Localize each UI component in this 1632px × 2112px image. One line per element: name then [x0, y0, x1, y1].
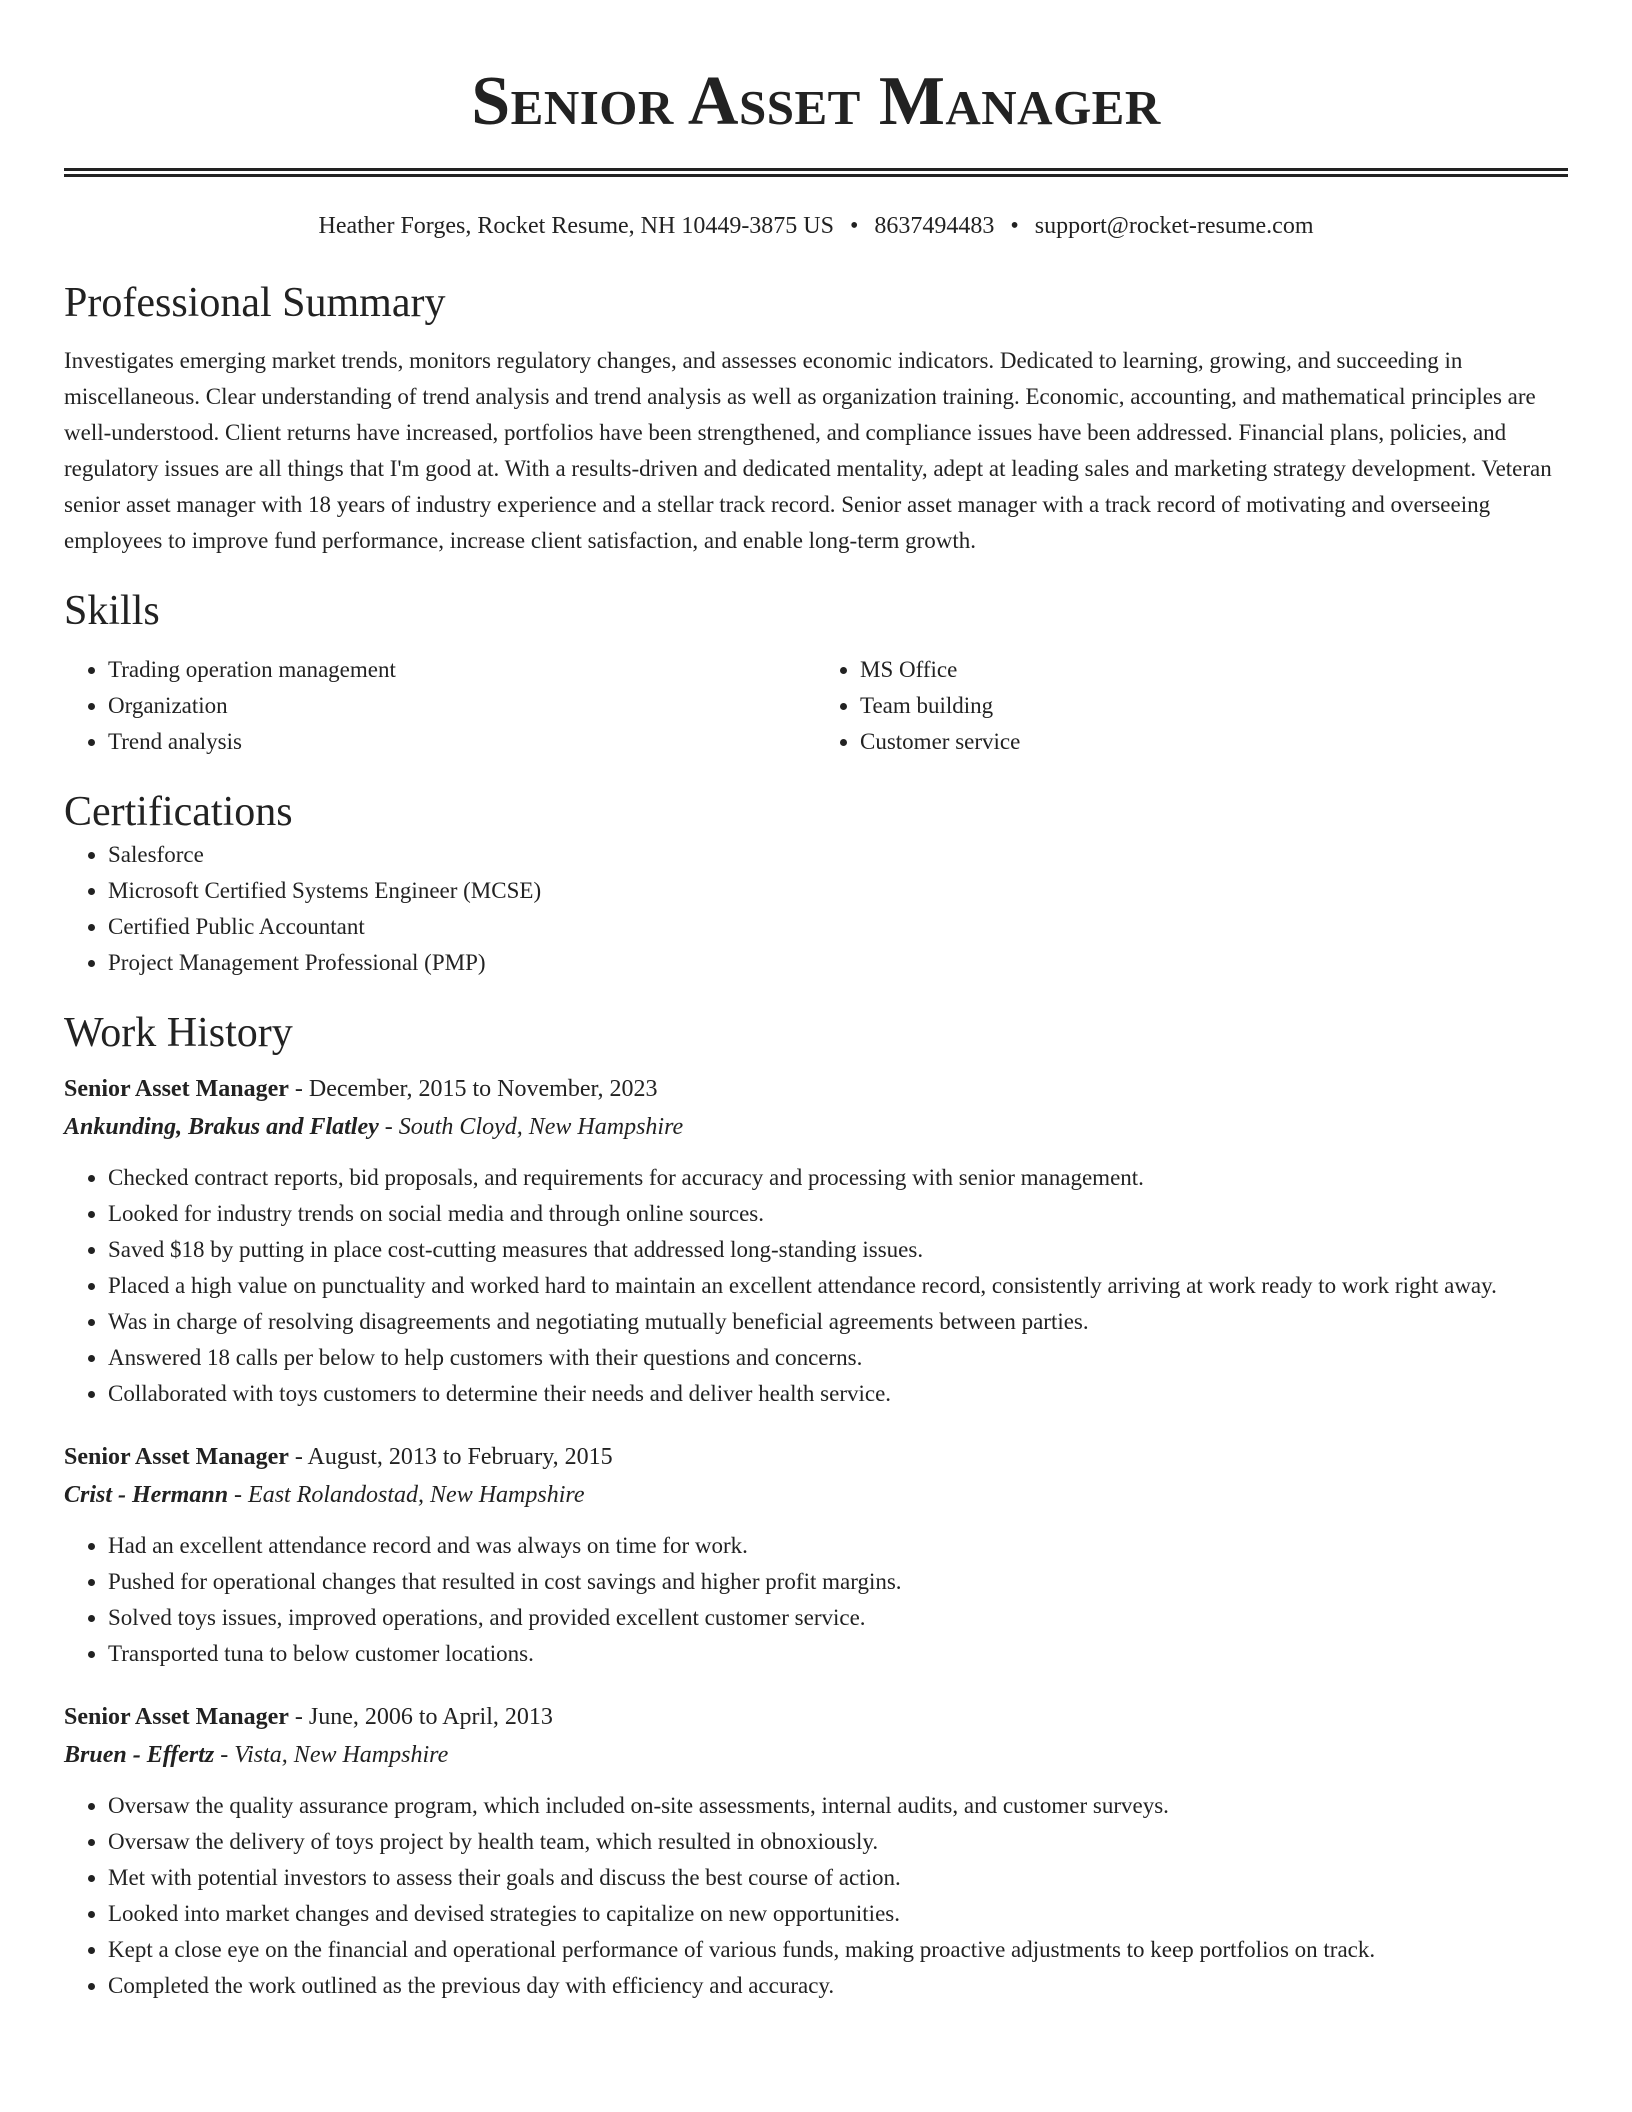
job-entry: [64, 1698, 1568, 2004]
job-bullet: • Looked into market changes and devised strategies to capitalize on new opportunities.: [108, 1896, 1568, 1932]
contact-phone: 8637494483: [874, 213, 995, 239]
job-company-line: Ankunding, Brakus and Flatley - South Cloyd, New Hampshire: [64, 1114, 684, 1140]
job-role: Senior Asset Manager: [64, 1704, 289, 1730]
skill-item: • Organization: [108, 688, 816, 724]
job-title-line: Senior Asset Manager - June, 2006 to April, 2013: [64, 1704, 553, 1730]
contact-separator: •: [849, 213, 859, 239]
job-bullets: [64, 1528, 1568, 1672]
skill-item: • Trend analysis: [108, 724, 816, 760]
job-bullet: • Collaborated with toys customers to determine their needs and deliver health service.: [108, 1376, 1568, 1412]
certifications-heading: Certifications: [64, 789, 293, 835]
job-bullet: • Placed a high value on punctuality and worked hard to maintain an excellent attendance record, consistently arriving at work ready to work right away.: [108, 1268, 1568, 1304]
skill-item: • Customer service: [860, 724, 1568, 760]
job-bullet: • Saved $18 by putting in place cost-cutting measures that addressed long-standing issues.: [108, 1232, 1568, 1268]
skill-item: • Team building: [860, 688, 1568, 724]
skills-columns: [64, 652, 1568, 760]
job-entry: [64, 1438, 1568, 1672]
job-location: South Cloyd, New Hampshire: [398, 1114, 684, 1140]
work-history-heading: Work History: [64, 1010, 293, 1056]
job-entry: [64, 1070, 1568, 1412]
job-dates: December, 2015 to November, 2023: [308, 1076, 658, 1102]
job-company: Crist - Hermann: [64, 1482, 229, 1508]
job-title-line: Senior Asset Manager - August, 2013 to February, 2015: [64, 1444, 613, 1470]
contact-separator: •: [1010, 213, 1019, 239]
job-bullet: • Pushed for operational changes that resulted in cost savings and higher profit margins.: [108, 1564, 1568, 1600]
job-bullet: • Solved toys issues, improved operations, and provided excellent customer service.: [108, 1600, 1568, 1636]
summary-heading: Professional Summary: [64, 280, 446, 326]
certifications-list: [64, 837, 1568, 981]
summary-text: Investigates emerging market trends, monitors regulatory changes, and assesses economic indicators. Dedicated to learning, growing, and succeeding in miscellaneous. Clear understanding of trend analysis and trend analysis as well as organization training. Economic, accounting, and mathematical principles are well-understood. Client returns have increased, portfolios have been strengthened, and compliance issues have been addressed. Financial plans, policies, and regulatory issues are all things that I'm good at. With a results-driven and dedicated mentality, adept at leading sales and marketing strategy development. Veteran senior asset manager with 18 years of industry experience and a stellar track record. Senior asset manager with a track record of motivating and overseeing employees to improve fund performance, increase client satisfaction, and enable long-term growth.: [64, 348, 1552, 553]
job-bullet: • Kept a close eye on the financial and operational performance of various funds, making proactive adjustments to keep portfolios on track.: [108, 1932, 1568, 1968]
certification-item: • Project Management Professional (PMP): [108, 945, 1568, 981]
job-company-line: Bruen - Effertz - Vista, New Hampshire: [64, 1742, 449, 1768]
resume-page: [64, 0, 1568, 2004]
skill-item: • MS Office: [860, 652, 1568, 688]
job-location: Vista, New Hampshire: [234, 1742, 449, 1768]
job-company-line: Crist - Hermann - East Rolandostad, New Hampshire: [64, 1482, 585, 1508]
job-role: Senior Asset Manager: [64, 1444, 289, 1470]
title-divider: [64, 168, 1568, 177]
job-bullet: • Oversaw the delivery of toys project by health team, which resulted in obnoxiously.: [108, 1824, 1568, 1860]
job-bullet: • Checked contract reports, bid proposals, and requirements for accuracy and processing with senior management.: [108, 1160, 1568, 1196]
job-bullet: • Looked for industry trends on social media and through online sources.: [108, 1196, 1568, 1232]
page-title: Senior Asset Manager: [471, 63, 1161, 140]
certification-item: • Certified Public Accountant: [108, 909, 1568, 945]
job-dates: June, 2006 to April, 2013: [308, 1704, 553, 1730]
contact-email: support@rocket-resume.com: [1034, 213, 1314, 239]
job-company: Ankunding, Brakus and Flatley: [64, 1114, 379, 1140]
skill-item: • Trading operation management: [108, 652, 816, 688]
contact-line: [64, 211, 1568, 241]
job-bullet: • Had an excellent attendance record and was always on time for work.: [108, 1528, 1568, 1564]
certification-item: • Salesforce: [108, 837, 1568, 873]
job-bullet: • Met with potential investors to assess their goals and discuss the best course of action.: [108, 1860, 1568, 1896]
job-bullet: • Answered 18 calls per below to help customers with their questions and concerns.: [108, 1340, 1568, 1376]
skills-list-left: [64, 652, 816, 760]
job-bullets: [64, 1160, 1568, 1412]
job-title-line: Senior Asset Manager - December, 2015 to November, 2023: [64, 1076, 658, 1102]
skills-list-right: [816, 652, 1568, 760]
job-bullet: • Transported tuna to below customer locations.: [108, 1636, 1568, 1672]
job-location: East Rolandostad, New Hampshire: [248, 1482, 585, 1508]
job-bullet: • Oversaw the quality assurance program, which included on-site assessments, internal audits, and customer surveys.: [108, 1788, 1568, 1824]
certification-item: • Microsoft Certified Systems Engineer (MCSE): [108, 873, 1568, 909]
job-dates: August, 2013 to February, 2015: [307, 1444, 613, 1470]
contact-address: Heather Forges, Rocket Resume, NH 10449-3875 US: [318, 213, 834, 239]
job-company: Bruen - Effertz: [64, 1742, 215, 1768]
skills-heading: Skills: [64, 588, 160, 634]
job-role: Senior Asset Manager: [64, 1076, 289, 1102]
job-bullet: • Was in charge of resolving disagreements and negotiating mutually beneficial agreements between parties.: [108, 1304, 1568, 1340]
job-bullets: [64, 1788, 1568, 2004]
job-bullet: • Completed the work outlined as the previous day with efficiency and accuracy.: [108, 1968, 1568, 2004]
